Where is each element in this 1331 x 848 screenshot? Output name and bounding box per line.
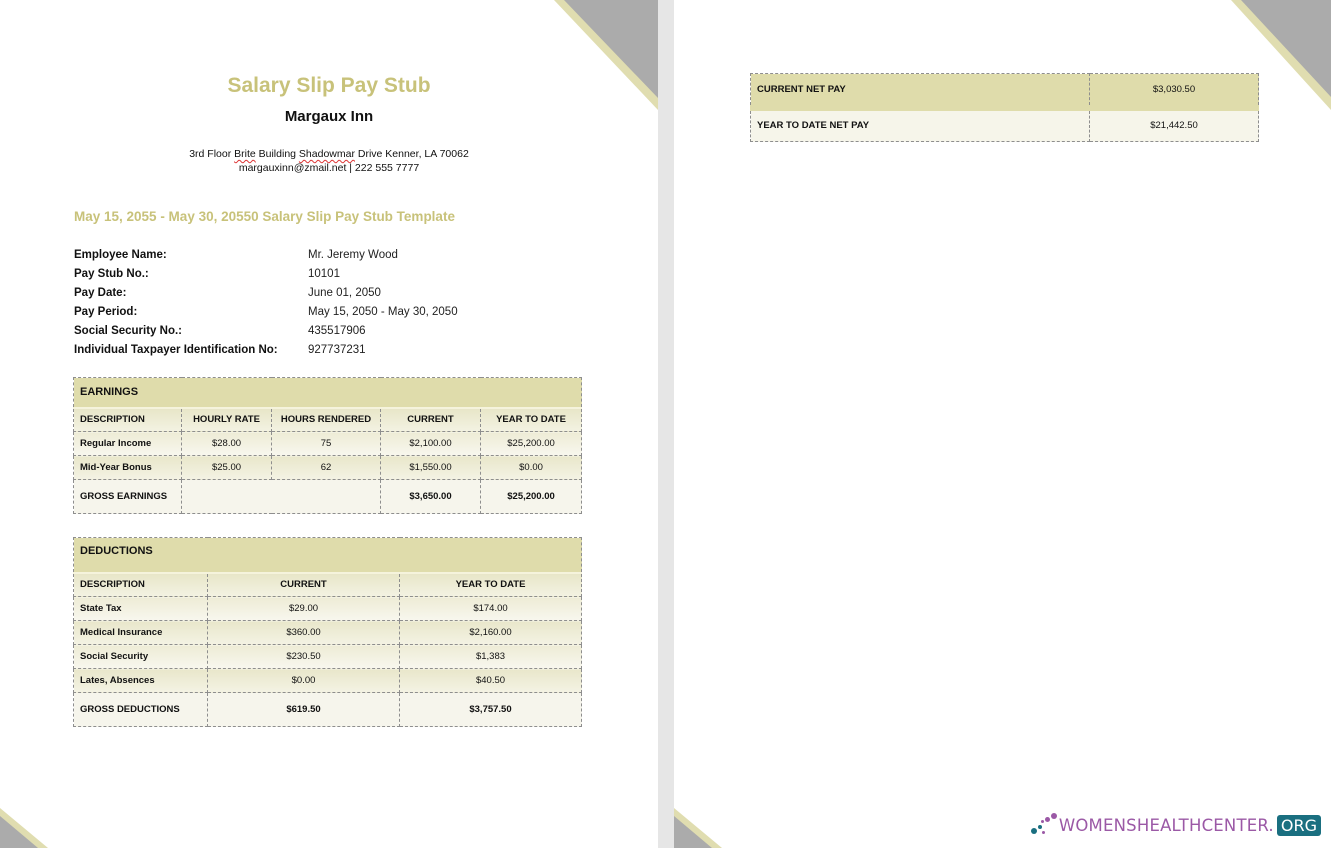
info-label: Individual Taxpayer Identification No: xyxy=(74,343,278,356)
table-row xyxy=(74,597,582,621)
watermark-logo xyxy=(1031,812,1321,838)
total-label: GROSS DEDUCTIONS xyxy=(74,693,208,727)
cell: $0.00 xyxy=(481,456,582,480)
ytd-net-pay-row xyxy=(751,108,1259,142)
info-label: Pay Stub No.: xyxy=(74,267,149,280)
table-row xyxy=(74,456,582,480)
cell: 75 xyxy=(272,432,381,456)
earnings-title: EARNINGS xyxy=(74,378,582,408)
address-text-misspelled: Shadowmar xyxy=(298,148,355,160)
deductions-header-row xyxy=(74,573,582,597)
row-description: Mid-Year Bonus xyxy=(74,456,182,480)
address-text-misspelled: Brite xyxy=(234,148,256,160)
ytd-net-pay-label: YEAR TO DATE NET PAY xyxy=(751,108,1090,142)
corner-decoration-bottom-left xyxy=(674,808,722,848)
table-row xyxy=(74,621,582,645)
total-current: $619.50 xyxy=(208,693,400,727)
cell: $174.00 xyxy=(400,597,582,621)
cell: $29.00 xyxy=(208,597,400,621)
total-label: GROSS EARNINGS xyxy=(74,480,182,514)
info-value: 10101 xyxy=(308,267,340,280)
document-page-1 xyxy=(0,0,658,848)
column-header: HOURLY RATE xyxy=(182,408,272,432)
deductions-total-row xyxy=(74,693,582,727)
earnings-title-row xyxy=(74,378,582,408)
company-contact: margauxinn@zmail.net | 222 555 7777 xyxy=(238,162,420,174)
document-title: Salary Slip Pay Stub xyxy=(227,74,431,97)
column-header: DESCRIPTION xyxy=(74,408,182,432)
earnings-header-row xyxy=(74,408,582,432)
info-value: June 01, 2050 xyxy=(308,286,381,299)
company-name: Margaux Inn xyxy=(284,108,374,125)
row-description: Social Security xyxy=(74,645,208,669)
row-description: State Tax xyxy=(74,597,208,621)
document-page-2 xyxy=(674,0,1331,848)
ytd-net-pay-value: $21,442.50 xyxy=(1090,108,1259,142)
empty-cell xyxy=(182,480,381,514)
info-label: Employee Name: xyxy=(74,248,167,261)
info-row xyxy=(74,283,574,302)
info-value: Mr. Jeremy Wood xyxy=(308,248,398,261)
info-label: Pay Period: xyxy=(74,305,138,318)
info-label: Social Security No.: xyxy=(74,324,183,337)
cell: $25,200.00 xyxy=(481,432,582,456)
table-row xyxy=(74,432,582,456)
watermark-text: WOMENSHEALTHCENTER. xyxy=(1058,815,1274,835)
info-row xyxy=(74,245,574,264)
dots-logo-icon xyxy=(1031,812,1057,838)
info-value: May 15, 2050 - May 30, 2050 xyxy=(308,305,458,318)
company-address xyxy=(0,147,658,161)
table-row xyxy=(74,645,582,669)
column-header: YEAR TO DATE xyxy=(400,573,582,597)
net-pay-table xyxy=(750,73,1259,142)
cell: $0.00 xyxy=(208,669,400,693)
row-description: Regular Income xyxy=(74,432,182,456)
column-header: CURRENT xyxy=(208,573,400,597)
row-description: Lates, Absences xyxy=(74,669,208,693)
table-row xyxy=(74,669,582,693)
cell: $28.00 xyxy=(182,432,272,456)
total-current: $3,650.00 xyxy=(381,480,481,514)
cell: $1,383 xyxy=(400,645,582,669)
column-header: HOURS RENDERED xyxy=(272,408,381,432)
earnings-total-row xyxy=(74,480,582,514)
total-ytd: $3,757.50 xyxy=(400,693,582,727)
info-row xyxy=(74,302,574,321)
info-row xyxy=(74,264,574,283)
cell: $40.50 xyxy=(400,669,582,693)
row-description: Medical Insurance xyxy=(74,621,208,645)
info-label: Pay Date: xyxy=(74,286,127,299)
corner-decoration-bottom-left xyxy=(0,808,48,848)
total-ytd: $25,200.00 xyxy=(481,480,582,514)
deductions-title-row xyxy=(74,538,582,573)
column-header: YEAR TO DATE xyxy=(481,408,582,432)
address-text: 3rd Floor xyxy=(189,148,235,160)
info-row xyxy=(74,340,574,359)
cell: $360.00 xyxy=(208,621,400,645)
deductions-table xyxy=(73,537,582,727)
cell: $2,100.00 xyxy=(381,432,481,456)
column-header: DESCRIPTION xyxy=(74,573,208,597)
cell: $2,160.00 xyxy=(400,621,582,645)
cell: $230.50 xyxy=(208,645,400,669)
employee-info xyxy=(74,245,574,359)
current-net-pay-label: CURRENT NET PAY xyxy=(751,74,1090,108)
pay-period-heading: May 15, 2055 - May 30, 20550 Salary Slip Pay Stub Template xyxy=(74,209,455,224)
info-value: 927737231 xyxy=(308,343,366,356)
company-address-block xyxy=(0,147,658,175)
info-value: 435517906 xyxy=(308,324,366,337)
cell: $25.00 xyxy=(182,456,272,480)
column-header: CURRENT xyxy=(381,408,481,432)
info-row xyxy=(74,321,574,340)
cell: $1,550.00 xyxy=(381,456,481,480)
address-text: Building xyxy=(255,148,299,160)
address-text: Drive Kenner, LA 70062 xyxy=(354,148,469,160)
watermark-badge: ORG xyxy=(1277,815,1321,836)
cell: 62 xyxy=(272,456,381,480)
earnings-table xyxy=(73,377,582,514)
current-net-pay-row xyxy=(751,74,1259,108)
deductions-title: DEDUCTIONS xyxy=(74,538,582,573)
current-net-pay-value: $3,030.50 xyxy=(1090,74,1259,108)
